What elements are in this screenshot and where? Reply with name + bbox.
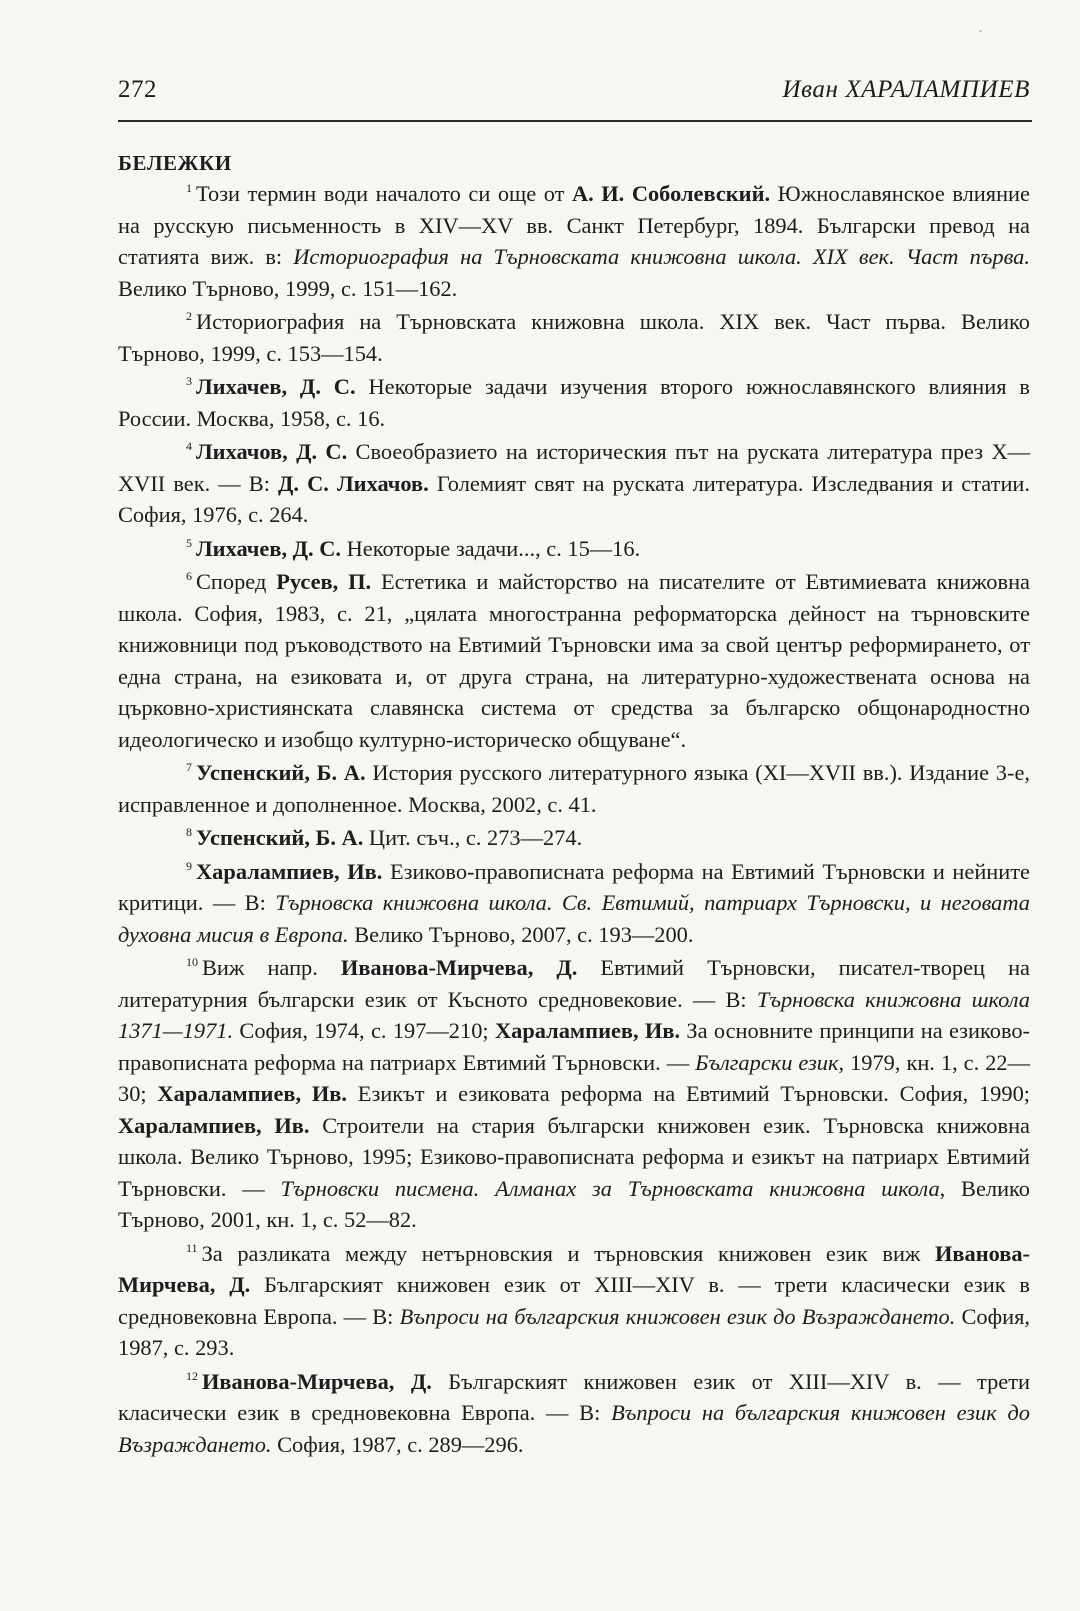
endnote-number: 3 (186, 374, 192, 388)
note-text: Естетика и майсторство на писателите от Евтимиевата книжовна школа. София, 1983, с. 21, „цялата многостранна реформаторска дейност на търновските книжовници под ръководството на Евтимий Търновски има за свой център реформирането, от една страна, на езиковата и, от друга страна, на литературно-художествената основа на църковно-християнската славянска система от средства за българско общонародностно идеологическо и изобщо културно-историческо общуване“. (118, 569, 1030, 752)
page-number: 272 (118, 76, 157, 103)
author-name: Иванова-Мирчева, Д. (118, 1240, 1030, 1297)
note-text: София, 1987, с. 293. (118, 1303, 1030, 1360)
endnote-number: 10 (186, 955, 198, 969)
note-text: Българският книжовен език от XIII—XIV в. — трети класически език в средновековна Европа. — В: (118, 1272, 1031, 1329)
note-text: Езикът и езиковата реформа на Евтимий Търновски. София, 1990; (346, 1081, 1030, 1106)
note-text: Виж напр. (202, 955, 341, 980)
endnote (118, 952, 1030, 1236)
author-name: Харалампиев, Ив. (196, 858, 383, 884)
author-name: Лихачев, Д. С. (196, 374, 356, 399)
endnote (118, 856, 1030, 951)
endnote (118, 566, 1030, 755)
paper-speck (979, 30, 982, 32)
author-name: Харалампиев, Ив. (118, 1112, 310, 1138)
note-text: Велико Търново, 2007, с. 193—200. (348, 921, 694, 947)
note-text: Строители на стария български книжовен език. Търновска книжовна школа. Велико Търново, 1995; Езиково-правописната реформа и езикът на патриарх Евтимий Търновски. — (118, 1112, 1030, 1201)
endnote (118, 178, 1030, 304)
author-name: Иванова-Мирчева, Д. (202, 1368, 432, 1394)
source-title: Въпроси на българския книжовен език до Възраждането. (118, 1400, 1030, 1457)
endnotes-list (118, 178, 1030, 1462)
author-name: Лихачов, Д. С. (196, 439, 348, 464)
endnote (118, 1238, 1030, 1364)
note-text: Според (196, 569, 277, 594)
source-title: Български език, (695, 1049, 845, 1075)
note-text: Некоторые задачи изучения второго южнославянского влияния в России. Москва, 1958, с. 16. (118, 374, 1030, 431)
endnote-number: 1 (186, 181, 192, 195)
endnote (118, 306, 1030, 369)
note-text: 1979, кн. 1, с. 22—30; (118, 1049, 1030, 1106)
running-head-author: Иван ХАРАЛАМПИЕВ (782, 76, 1030, 103)
source-title: Търновска книжовна школа. Св. Евтимий, патриарх Търновски, и неговата духовна мисия в Европа. (118, 890, 1030, 947)
note-text: Южнославянское влияние на русскую письменность в XIV—XV вв. Санкт Петербург, 1894. Български превод на статията виж. в: (118, 181, 1030, 269)
author-name: Д. С. Лихачов. (278, 470, 429, 496)
author-name: Успенский, Б. А. (196, 825, 364, 850)
note-text: София, 1974, с. 197—210; (233, 1018, 495, 1043)
note-text: Цит. съч., с. 273—274. (363, 825, 583, 850)
note-text: За разликата между нетърновския и търновския книжовен език виж (201, 1240, 935, 1266)
endnote-number: 12 (186, 1368, 198, 1383)
note-text: Некоторые задачи..., с. 15—16. (341, 535, 641, 561)
note-text: Евтимий Търновски, писател-творец на литературния български език от Късното средновековие. — В: (118, 955, 1030, 1012)
endnote-number: 5 (186, 535, 192, 550)
endnote (118, 533, 1030, 565)
author-name: Харалампиев, Ив. (494, 1018, 681, 1043)
author-name: А. И. Соболевский. (571, 181, 771, 206)
note-text: , Велико Търново, 2001, кн. 1, с. 52—82. (118, 1175, 1030, 1232)
source-title: Историография на Търновската книжовна школа. XIX век. Част първа. (293, 244, 1030, 269)
header-rule (118, 120, 1032, 122)
note-text: Езиково-правописната реформа на Евтимий Търновски и нейните критици. — В: (118, 858, 1030, 915)
source-title: Търновска книжовна школа 1371—1971. (118, 986, 1030, 1043)
endnote-number: 2 (186, 309, 192, 323)
author-name: Успенский, Б. А. (196, 760, 366, 785)
note-text: Велико Търново, 1999, с. 151—162. (118, 275, 458, 301)
endnote (118, 757, 1030, 820)
source-title: Търновски писмена. Алманах за Търновската книжовна школа (280, 1175, 940, 1201)
endnote-number: 9 (186, 858, 192, 873)
note-text: Историография на Търновската книжовна школа. XIX век. Част първа. Велико Търново, 1999, с. 153—154. (118, 309, 1030, 366)
endnote (118, 436, 1030, 531)
endnote (118, 1366, 1030, 1461)
note-text: Големият свят на руската литература. Изследвания и статии. София, 1976, с. 264. (118, 470, 1031, 527)
author-name: Русев, П. (276, 569, 372, 594)
endnote-number: 11 (186, 1240, 198, 1255)
source-title: Въпроси на българския книжовен език до Възраждането. (399, 1303, 956, 1329)
note-text: За основните принципи на езиково-правописната реформа на патриарх Евтимий Търновски. — (118, 1018, 1031, 1075)
note-text: История русского литературного языка (XI—XVII вв.). Издание 3-е, исправленное и дополненное. Москва, 2002, с. 41. (118, 760, 1030, 817)
endnote-number: 7 (186, 760, 192, 774)
author-name: Лихачев, Д. С. (196, 535, 342, 561)
section-title: БЕЛЕЖКИ (118, 151, 232, 175)
author-name: Иванова-Мирчева, Д. (340, 955, 578, 980)
page-header (118, 76, 1030, 116)
note-text: Този термин води началото си още от (196, 181, 572, 206)
author-name: Харалампиев, Ив. (157, 1081, 347, 1106)
note-text: Своеобразието на историческия път на руската литература през X—XVII век. — В: (118, 439, 1031, 496)
endnote-number: 4 (186, 439, 192, 453)
endnote (118, 822, 1030, 854)
note-text: София, 1987, с. 289—296. (271, 1431, 524, 1457)
endnote (118, 371, 1030, 434)
endnote-number: 6 (186, 569, 192, 583)
endnote-number: 8 (186, 825, 192, 839)
note-text: Българският книжовен език от XIII—XIV в. — трети класически език в средновековна Европа. — В: (118, 1368, 1031, 1425)
